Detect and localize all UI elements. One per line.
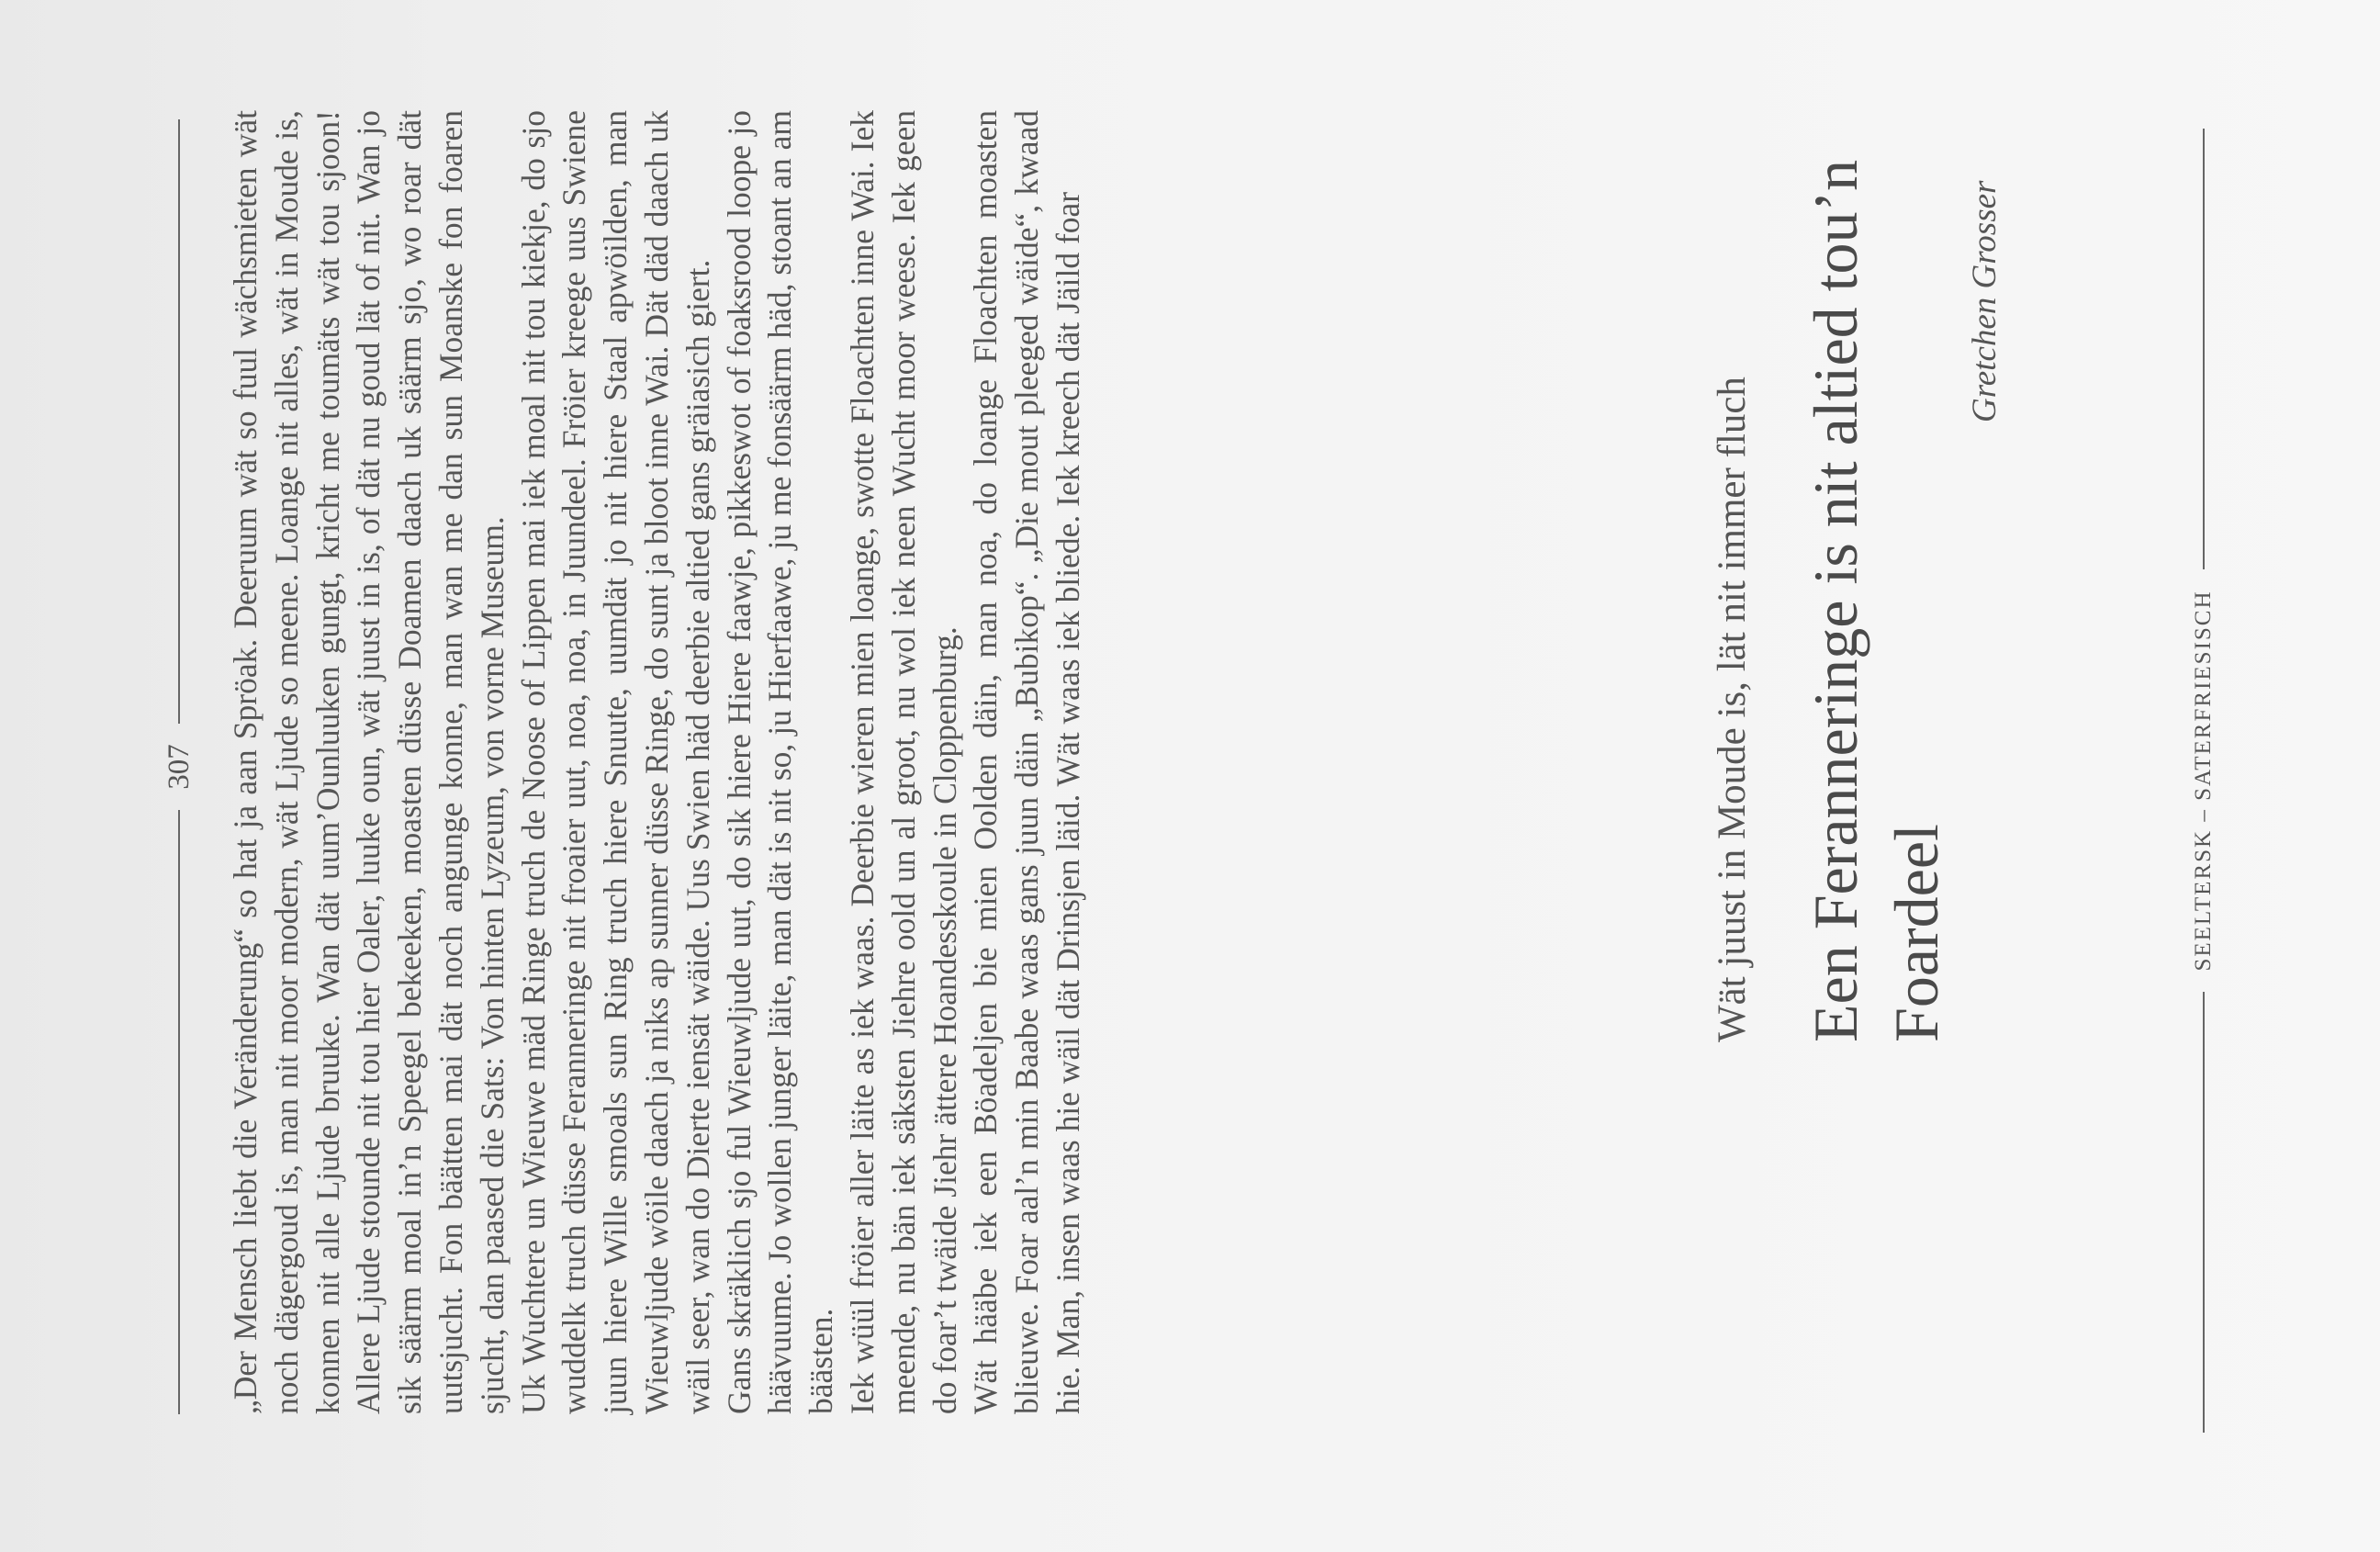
paragraph: Iek wüül fröier aller läite as iek waas. Deerbie wieren mien loange, swotte Floachten inne Wai. Iek meende, nu bän iek säksten Jiehre oold un al groot, nu wol iek neen Wucht moor weese. Iek geen do foar’t twäide Jiehr ättere Hoandesskoule in Cloppenburg. bbox=[843, 110, 963, 1414]
page-number: 307 bbox=[162, 744, 196, 790]
page-footer bbox=[161, 119, 197, 1414]
footer-rule-right bbox=[178, 119, 180, 724]
running-head bbox=[2185, 129, 2222, 1433]
author-name: Gretchen Grosser bbox=[1966, 180, 2004, 422]
article-body bbox=[225, 110, 1089, 1414]
paragraph: Wät hääbe iek een Böadeljen bie mien Oolden däin, man noa, do loange Floachten moasten blieuwe. Foar aal’n min Baabe waas gans juun däin „Bubikop“. „Die mout pleeged wäide“, kwaad hie. Man, insen waas hie wäil dät Drinsjen läid. Wät waas iek bliede. Iek kreech dät Jäild foar bbox=[967, 110, 1086, 1414]
running-head-label: SEELTERSK – SATERFRIESISCH bbox=[2191, 590, 2216, 972]
header-rule-right bbox=[2203, 129, 2205, 569]
article-title: Een Feranneringe is nit altied tou’n Foardeel bbox=[1801, 159, 1951, 1042]
paragraph: Uk Wuchtere un Wieuwe mäd Ringe truch de Noose of Lippen mai iek moal nit tou kiekje, do sjo wuddelk truch düsse Feranneringe nit froaier uut, noa, noa, in Juundeel. Fröier kreege uus Swiene juun hiere Wille smoals sun Ring truch hiere Snuute, uumdät jo nit hiere Staal apwöilden, man Wieuwljude wöile daach ja niks ap sunner düsse Ringe, do sunt ja bloot inne Wai. Dät däd daach uk wäil seer, wan do Dierte iensät wäide. Uus Swien häd deerbie altied gans gräiasich giert. bbox=[514, 110, 716, 1414]
footer-rule-left bbox=[178, 810, 180, 1414]
paragraph: Gans skräklich sjo ful Wieuwljude uut, do sik hiere Hiere faawje, pikkeswot of foaksrood loope jo häävuume. Jo wollen junger läite, man dät is nit so, ju Hierfaawe, ju me fonsäärm häd, stoant an am bäästen. bbox=[720, 110, 840, 1414]
article-subtitle: Wät juust in Moude is, lät nit immer fluch bbox=[1711, 377, 1754, 1042]
paragraph: „Der Mensch liebt die Veränderung“ so hat ja aan Spröak. Deeruum wät so fuul wächsmieten wät noch dägergoud is, man nit moor modern, wät Ljude so meene. Loange nit alles, wät in Moude is, konnen nit alle Ljude bruuke. Wan dät uum’Ounluuken gungt, kricht me toumäts wät tou sjoon! Allere Ljude stounde nit tou hier Oaler, luuke oun, wät juust in is, of dät nu goud lät of nit. Wan jo sik säärm moal in’n Speegel bekeeken, moasten düsse Doamen daach uk säärm sjo, wo roar dät uutsjucht. Fon bäätten mai dät noch angunge konne, man wan me dan sun Moanske fon foaren sjucht, dan paased die Sats: Von hinten Lyzeum, von vorne Museum. bbox=[227, 110, 511, 1414]
header-rule-left bbox=[2203, 992, 2205, 1433]
